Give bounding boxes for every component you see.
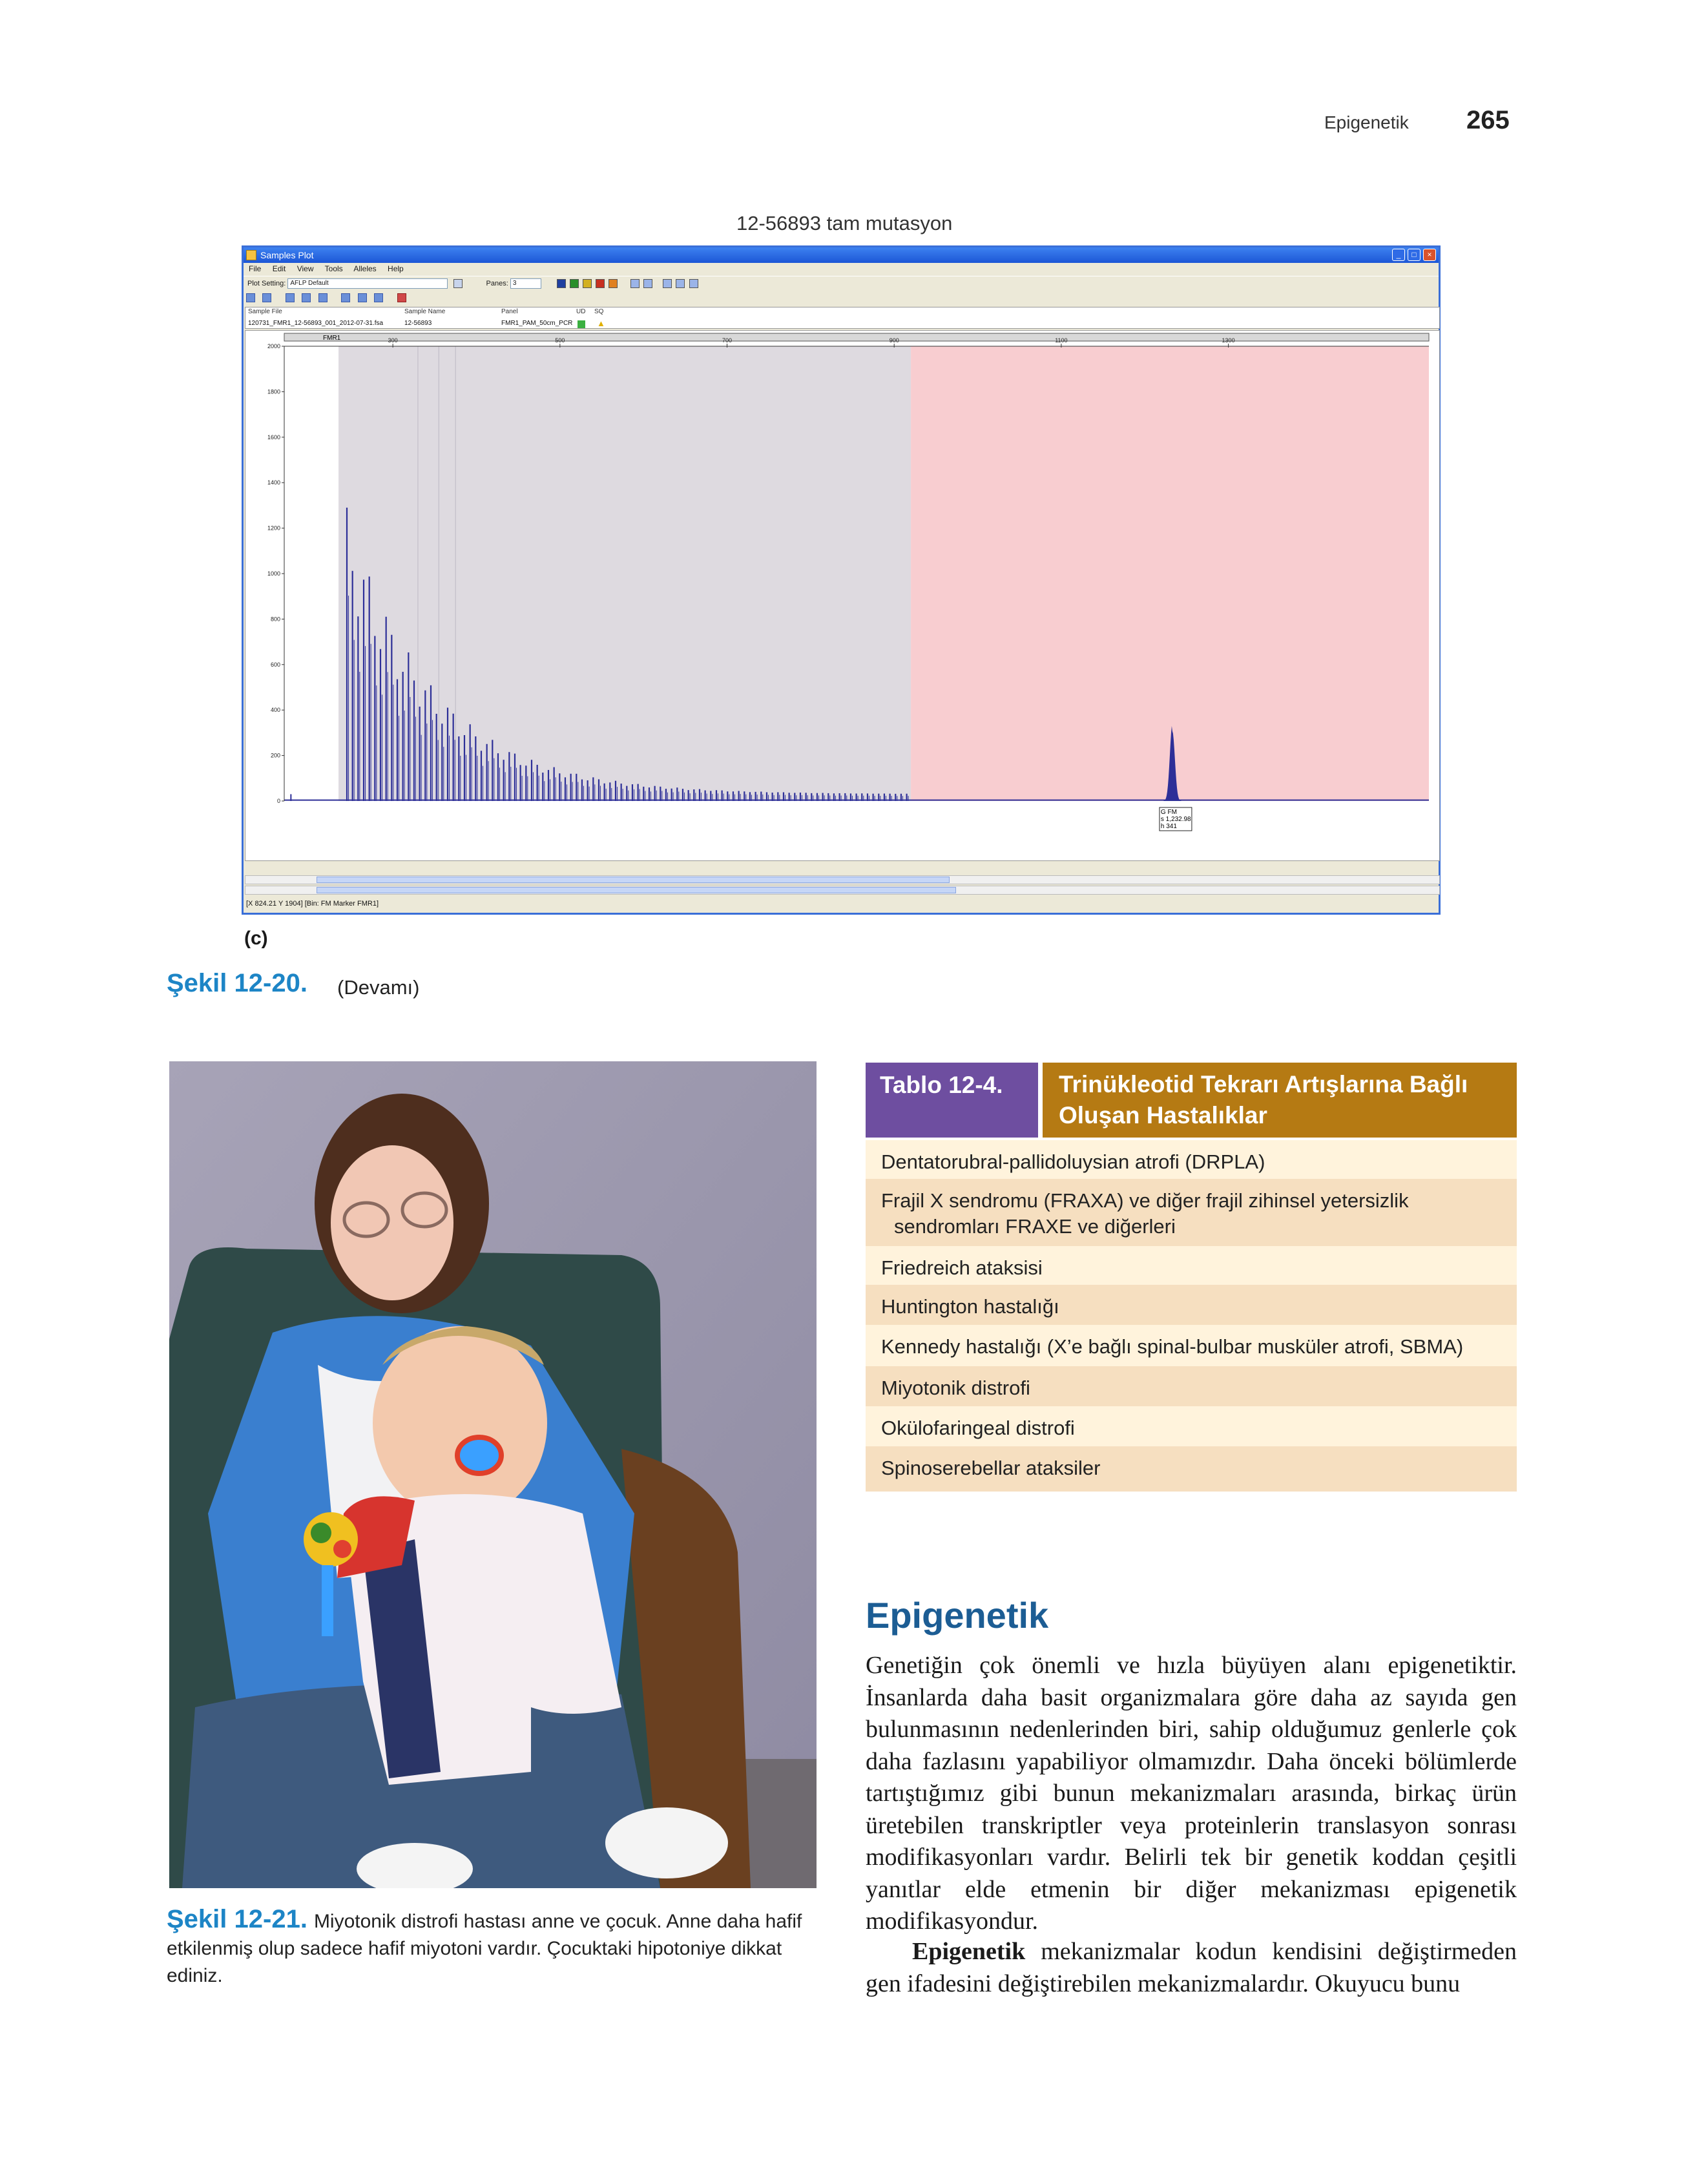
sample-table: [245, 307, 1440, 329]
scale-icon[interactable]: [302, 293, 311, 302]
scrollbar-thumb[interactable]: [317, 877, 950, 883]
dye-yellow-icon[interactable]: [583, 279, 592, 288]
bold-term: Epigenetik: [912, 1938, 1026, 1965]
x-tick-label: 1300: [1222, 337, 1235, 344]
maximize-icon[interactable]: □: [1408, 249, 1421, 261]
menu-help[interactable]: Help: [388, 264, 404, 273]
figure-12-21-number: Şekil 12-21.: [167, 1905, 307, 1933]
x-tick-label: 700: [722, 337, 733, 344]
table-row: Kennedy hastalığı (X’e bağlı spinal-bulbar musküler atrofi, SBMA): [866, 1325, 1517, 1366]
page-number: 265: [1466, 106, 1510, 134]
y-tick-label: 1200: [267, 525, 280, 532]
warning-icon: ▲: [597, 318, 605, 328]
table-row: Friedreich ataksisi: [866, 1246, 1517, 1285]
col-sample-name: Sample Name: [404, 308, 446, 315]
layout-icon[interactable]: [676, 279, 685, 288]
dye-orange-icon[interactable]: [609, 279, 618, 288]
menu-edit[interactable]: Edit: [272, 264, 286, 273]
body-paragraph: Genetiğin çok önemli ve hızla büyüyen alanı epigenetiktir. İnsanlarda daha basit organizmalara göre daha az sayıda gen bulunmasının nedenlerinden biri, sahip olduğumuz genlerle çok daha fazlasını yapabiliyor olmamızdır. Daha önceki bölümlerde tartıştığımız gibi bunun mekanizmaları arasında, birkaç ürün üretebilen transkriptler veya proteinlerin translasyon sonrası modifikasyonları vardır. Belirli tek bir genetik koddan çeşitli yanıtlar elde etmenin bir diğer mekanizması epigenetik modifikasyondur.: [866, 1652, 1517, 1935]
label-icon[interactable]: [341, 293, 350, 302]
col-panel: Panel: [501, 308, 518, 315]
peak-label-line: s 1,232.98: [1160, 816, 1191, 823]
plot-setting-toolbar: [244, 276, 1439, 290]
peak-label-line: h 341: [1160, 823, 1177, 830]
scale-icon[interactable]: [318, 293, 328, 302]
menu-file[interactable]: File: [249, 264, 262, 273]
col-sq: SQ: [594, 308, 604, 315]
scale-icon[interactable]: [286, 293, 295, 302]
label-icon[interactable]: [358, 293, 367, 302]
y-tick-label: 1400: [267, 479, 280, 486]
table-label: Tablo 12-4.: [866, 1063, 1038, 1138]
bin-region-pink: [911, 346, 1429, 801]
plot-setting-select[interactable]: AFLP Default: [287, 278, 448, 289]
table-row: [866, 1179, 1517, 1246]
zoom-icon[interactable]: [262, 293, 271, 302]
scrollbar-thumb[interactable]: [317, 887, 956, 893]
marker-bar: [284, 333, 1429, 341]
panes-label: Panes:: [486, 280, 508, 287]
y-tick-label: 1600: [267, 433, 280, 441]
dye-blue-icon[interactable]: [557, 279, 566, 288]
layout-icon[interactable]: [689, 279, 698, 288]
zoom-icon[interactable]: [246, 293, 255, 302]
body-paragraph: [866, 1936, 1517, 2000]
table-body: [866, 1140, 1517, 1492]
panes-select[interactable]: 3: [510, 278, 541, 289]
dye-red-icon[interactable]: [596, 279, 605, 288]
table-row-text: Frajil X sendromu (FRAXA) ve diğer frajil zihinsel yetersizlik sendromları FRAXE ve diğerleri: [881, 1189, 1409, 1238]
plot-title: 12-56893 tam mutasyon: [736, 212, 953, 234]
x-tick-label: 900: [889, 337, 899, 344]
sample-name-cell[interactable]: 12-56893: [404, 320, 432, 327]
table-title: Trinükleotid Tekrarı Artışlarına Bağlı Oluşan Hastalıklar: [1043, 1063, 1517, 1138]
samples-plot-window: [242, 245, 1441, 915]
figure-12-20-number: Şekil 12-20.: [167, 969, 307, 997]
table-row: Dentatorubral-pallidoluysian atrofi (DRPLA): [866, 1140, 1517, 1179]
figure-12-20-caption: (Devamı): [337, 976, 420, 999]
ud-status-icon: [578, 320, 585, 328]
menu-tools[interactable]: Tools: [324, 264, 343, 273]
plot-setting-label: Plot Setting:: [247, 280, 286, 287]
window-title: Samples Plot: [260, 250, 314, 260]
horizontal-scrollbar[interactable]: [245, 875, 1440, 884]
peak-label-line: G FM: [1160, 809, 1177, 816]
col-sample-file: Sample File: [248, 308, 282, 315]
y-tick-label: 800: [270, 616, 280, 623]
minimize-icon[interactable]: _: [1392, 249, 1405, 261]
table-row: Huntington hastalığı: [866, 1285, 1517, 1325]
y-tick-label: 200: [270, 752, 280, 759]
y-tick-label: 1800: [267, 388, 280, 395]
col-ud: UD: [576, 308, 586, 315]
table-row: Spinoserebellar ataksiler: [866, 1446, 1517, 1492]
y-tick-label: 400: [270, 707, 280, 714]
table-row: Okülofaringeal distrofi: [866, 1406, 1517, 1446]
zoom-toolbar: [244, 291, 1439, 304]
horizontal-scrollbar[interactable]: [245, 886, 1440, 895]
layout-icon[interactable]: [663, 279, 672, 288]
view-toggle-icon[interactable]: [643, 279, 652, 288]
figure-sublabel: (c): [244, 928, 268, 949]
bin-region-grey: [338, 346, 911, 801]
x-tick-label: 1100: [1055, 337, 1068, 344]
marker-label: FMR1: [323, 335, 341, 342]
electropherogram-chart: [245, 331, 1439, 860]
table-row: Miyotonik distrofi: [866, 1366, 1517, 1406]
panel-cell[interactable]: FMR1_PAM_50cm_PCR: [501, 320, 573, 327]
menu-alleles[interactable]: Alleles: [353, 264, 377, 273]
status-bar: [X 824.21 Y 1904] [Bin: FM Marker FMR1]: [246, 900, 379, 908]
peak-label-box: [1160, 807, 1192, 831]
y-tick-label: 600: [270, 661, 280, 668]
bin-regions: [338, 346, 1429, 801]
menu-bar: [244, 263, 1439, 275]
menu-view[interactable]: View: [297, 264, 314, 273]
x-tick-label: 500: [555, 337, 565, 344]
label-icon[interactable]: [374, 293, 383, 302]
dye-green-icon[interactable]: [570, 279, 579, 288]
figure-12-21-caption: [167, 1906, 819, 1990]
sample-file-cell[interactable]: 120731_FMR1_12-56893_001_2012-07-31.fsa: [248, 320, 384, 327]
figure-12-21-text: Miyotonik distrofi hastası anne ve çocuk. Anne daha hafif etkilenmiş olup sadece hafif miyotoni vardır. Çocuktaki hipotoniye dikkat ediniz.: [167, 1911, 802, 1986]
y-tick-label: 0: [276, 798, 280, 804]
mother-child-photo: [169, 1061, 817, 1888]
section-heading: Epigenetik: [866, 1595, 1049, 1636]
app-icon: [246, 250, 256, 260]
running-header-section: Epigenetik: [1324, 112, 1409, 132]
marker-icon[interactable]: [397, 293, 406, 302]
window-titlebar: [244, 247, 1439, 263]
plot-setting-edit-icon[interactable]: [453, 279, 463, 288]
y-tick-label: 2000: [267, 343, 280, 349]
electropherogram-pane[interactable]: [245, 330, 1440, 861]
view-toggle-icon[interactable]: [630, 279, 640, 288]
y-tick-label: 1000: [267, 570, 280, 577]
paragraph-text: mekanizmalar kodun kendisini değiştirmeden gen ifadesini değiştirebilen mekanizmalardır. Okuyucu bunu: [866, 1938, 1517, 1997]
close-icon[interactable]: ×: [1423, 249, 1436, 261]
x-tick-label: 300: [388, 337, 398, 344]
